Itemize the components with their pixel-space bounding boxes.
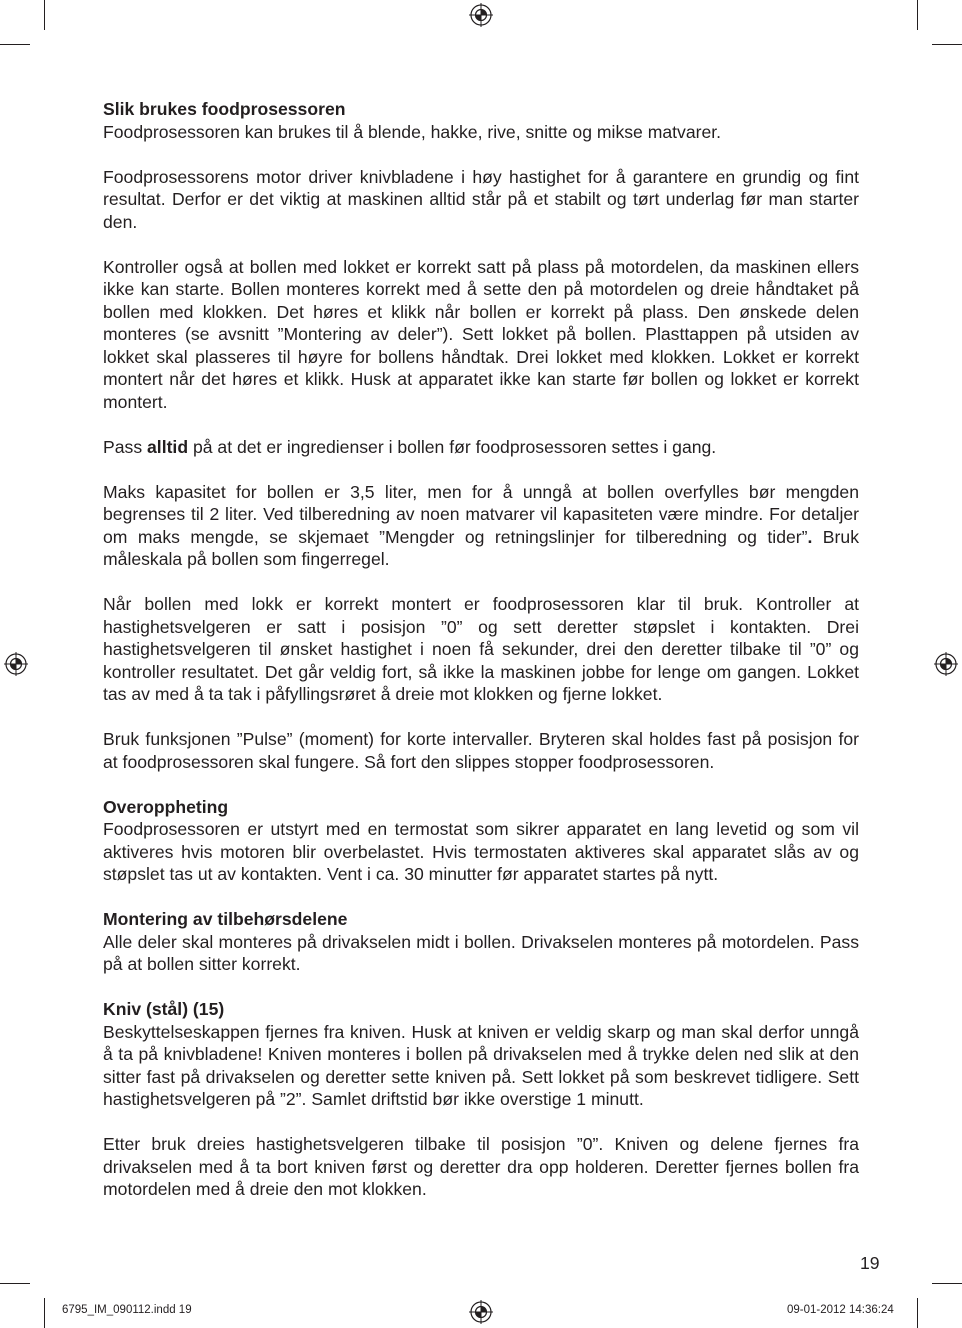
section-usage-lid — [103, 256, 859, 414]
section-usage-pulse — [103, 728, 859, 773]
section-usage-capacity — [103, 481, 859, 571]
section-usage — [103, 98, 859, 143]
crop-mark-bottom-left-vertical — [44, 1298, 45, 1328]
paragraph: Bruk funksjonen ”Pulse” (moment) for korte intervaller. Bryteren skal holdes fast på posisjon for at foodprosessoren skal fungere. Så fort den slippes stopper foodprosessoren. — [103, 729, 859, 772]
registration-mark-icon — [4, 652, 28, 676]
crop-mark-top-left-vertical — [44, 0, 45, 30]
section-heading: Kniv (stål) (15) — [103, 999, 225, 1019]
paragraph: Kontroller også at bollen med lokket er korrekt satt på plass på motordelen, da maskinen ellers ikke kan starte. Bollen monteres korrekt med å sette den på motordelen og dreie håndtaket på bollen med klokken. Det høres et klikk når bollen er korrekt på plass. Den ønskede delen monteres (se avsnitt ”Montering av deler”). Sett lokket på bollen. Plasttappen på utsiden av lokket skal plasseres til høyre for bollens håndtak. Drei lokket med klokken. Lokket er korrekt montert når det høres et klikk. Husk at apparatet ikke kan starte før bollen og lokket er korrekt montert. — [103, 256, 859, 412]
page-number: 19 — [860, 1253, 880, 1273]
paragraph: Beskyttelseskappen fjernes fra kniven. Husk at kniven er veldig skarp og man skal derfor unngå å ta på knivbladene! Kniven monteres i bollen på drivakselen med å trykke delen ned slik at den sitter fast på drivakselen og deretter sette kniven på. Sett lokket på som beskrevet tidligere. Sett hastighetsvelgeren på ”2”. Samlet driftstid bør ikke overstige 1 minutt. — [103, 1021, 859, 1109]
registration-mark-icon — [934, 652, 958, 676]
section-usage-ingredients — [103, 436, 859, 459]
text-run: på at det er ingredienser i bollen før foodprosessoren settes i gang. — [188, 436, 717, 457]
section-usage-start — [103, 593, 859, 706]
slug-filename: 6795_IM_090112.indd 19 — [62, 1304, 192, 1316]
text-run: Maks kapasitet for bollen er 3,5 liter, men for å unngå at bollen overfylles bør mengden begrenses til 2 liter. Ved tilberedning av noen matvarer vil kapasiteten være mindre. For detaljer om maks mengde, se skjemaet ”Mengder og retningslinjer for tilberedning og tider” — [103, 481, 859, 547]
text-run: Bruk måleskala på bollen som fingerregel. — [103, 526, 859, 569]
slug-timestamp: 09-01-2012 14:36:24 — [787, 1304, 894, 1316]
paragraph: Foodprosessorens motor driver knivbladene i høy hastighet for å garantere en grundig og fint resultat. Derfor er det viktig at maskinen alltid står på et stabilt og tørt underlag før man starter den. — [103, 166, 859, 232]
section-heading: Slik brukes foodprosessoren — [103, 99, 346, 119]
paragraph: Etter bruk dreies hastighetsvelgeren tilbake til posisjon ”0”. Kniven og delene fjernes fra drivakselen med å ta bort kniven først og deretter dra opp holderen. Deretter fjernes bollen fra motordelen med å dreie den mot klokken. — [103, 1134, 859, 1199]
paragraph: Når bollen med lokk er korrekt montert er foodprosessoren klar til bruk. Kontroller at hastighetsvelgeren er satt i posisjon ”0” og sett deretter støpslet i kontakten. Drei hastighetsvelgeren til ønsket hastighet i noen få sekunder, drei den deretter tilbake til ”0” og kontroller resultatet. Det går veldig fort, så ikke la maskinen jobbe for lenge om gangen. Lokket tas av med å ta tak i påfyllingsrøret å dreie mot klokken og fjerne lokket. — [103, 594, 859, 704]
crop-mark-bottom-right-horizontal — [932, 1283, 962, 1284]
emphasis-text: alltid — [147, 436, 189, 457]
registration-mark-icon — [469, 3, 493, 27]
page-body — [103, 98, 859, 1223]
crop-mark-bottom-right-vertical — [917, 1298, 918, 1328]
section-knife — [103, 998, 859, 1111]
paragraph: Alle deler skal monteres på drivakselen midt i bollen. Drivakselen monteres på motordelen. Pass på at bollen sitter korrekt. — [103, 931, 859, 974]
section-usage-motor — [103, 166, 859, 234]
text-run: Pass — [103, 436, 148, 457]
section-assembly — [103, 908, 859, 976]
paragraph: Foodprosessoren kan brukes til å blende, hakke, rive, snitte og mikse matvarer. — [103, 121, 722, 142]
paragraph: Foodprosessoren er utstyrt med en termostat som sikrer apparatet en lang levetid og som vil aktiveres hvis motoren blir overbelastet. Hvis termostaten aktiveres skal apparatet slås av og støpslet tas ut av kontakten. Vent i ca. 30 minutter før apparatet startes på nytt. — [103, 819, 859, 884]
crop-mark-bottom-left-horizontal — [0, 1283, 30, 1284]
paragraph — [103, 481, 859, 571]
section-knife-after-use — [103, 1133, 859, 1201]
registration-mark-icon — [469, 1300, 493, 1324]
section-overheating — [103, 796, 859, 886]
section-heading: Montering av tilbehørsdelene — [103, 909, 348, 929]
paragraph — [103, 436, 859, 459]
crop-mark-top-left-horizontal — [0, 44, 30, 45]
emphasis-text: . — [807, 526, 813, 547]
crop-mark-top-right-horizontal — [932, 44, 962, 45]
section-heading: Overoppheting — [103, 796, 229, 817]
crop-mark-top-right-vertical — [917, 0, 918, 30]
